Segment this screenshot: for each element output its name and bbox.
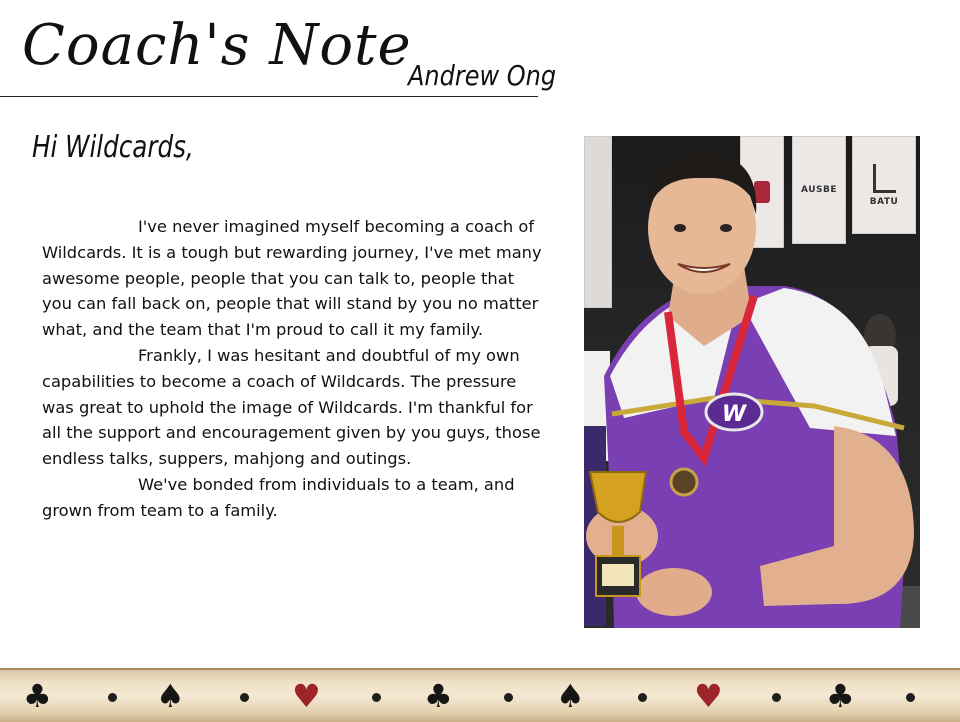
heart-icon: ♥ [292, 677, 321, 715]
letter-paragraph-2: Frankly, I was hesitant and doubtful of my own capabilities to become a coach of Wildcards. The pressure was great to uphold the image of Wildcards. I'm thankful for all the support and encouragement given by you guys, those endless talks, suppers, mahjong and outings. [42, 345, 541, 469]
letter-body [42, 214, 546, 524]
title-divider [0, 96, 538, 97]
club-icon: ♣ [23, 677, 52, 715]
dot-icon [906, 693, 915, 702]
letter-paragraph-1: I've never imagined myself becoming a coach of Wildcards. It is a tough but rewarding journey, I've met many awesome people, people that you can talk to, people that you can fall back on, people that will stand by you no matter what, and the team that I'm proud to call it my family. [42, 217, 542, 340]
club-icon: ♣ [826, 677, 855, 715]
club-icon: ♣ [424, 677, 453, 715]
dot-icon [504, 693, 513, 702]
banner-label: AUSBE [801, 185, 837, 195]
dot-icon [772, 693, 781, 702]
card-suit-footer [0, 668, 960, 722]
spade-icon: ♠ [156, 677, 185, 715]
dot-icon [638, 693, 647, 702]
greeting: Hi Wildcards, [32, 130, 194, 165]
coach-figure [584, 136, 920, 628]
coach-photo [584, 136, 920, 628]
author-name: Andrew Ong [408, 59, 557, 93]
dot-icon [372, 693, 381, 702]
page-title: Coach's Note [22, 13, 412, 78]
letter-paragraph-3: We've bonded from individuals to a team, and grown from team to a family. [42, 474, 515, 520]
jersey-logo: W [721, 402, 747, 427]
dot-icon [240, 693, 249, 702]
banner-label: BATU [869, 196, 899, 207]
dot-icon [108, 693, 117, 702]
heart-icon: ♥ [694, 677, 723, 715]
spade-icon: ♠ [556, 677, 585, 715]
